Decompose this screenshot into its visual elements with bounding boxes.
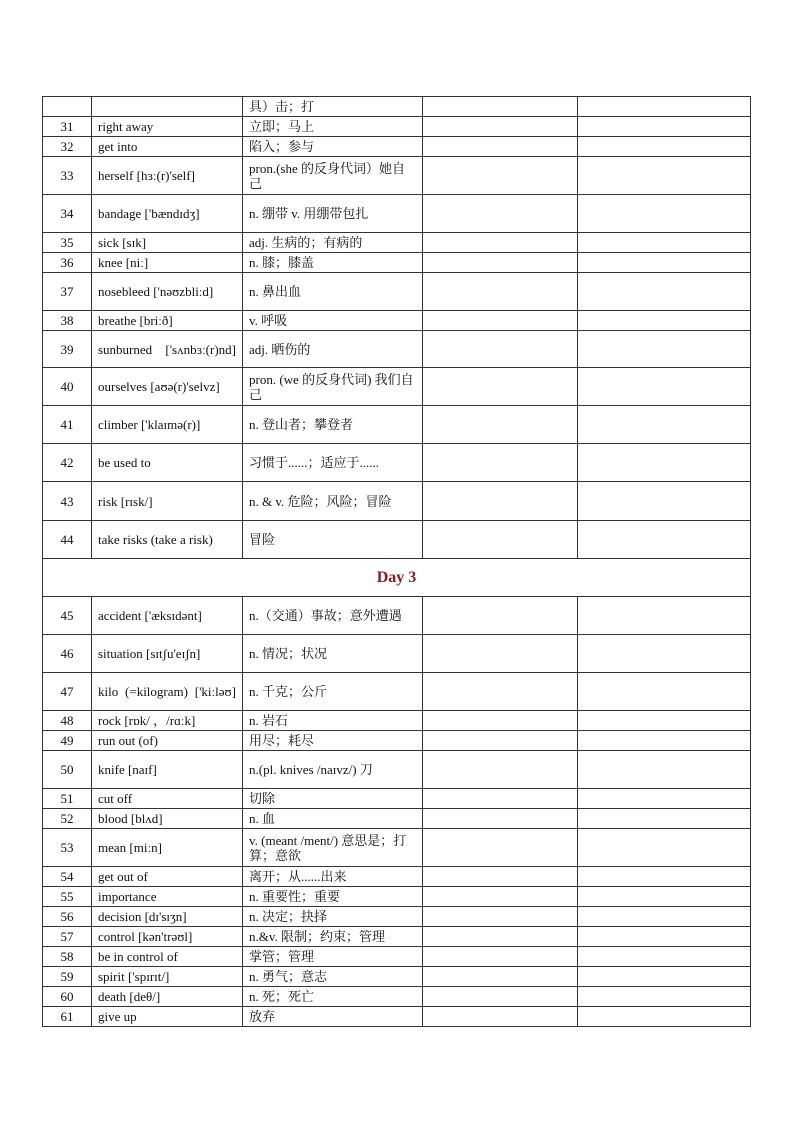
vocabulary-table [42,96,751,1027]
word-cell: knife [naɪf] [92,751,243,789]
blank-cell [578,137,751,157]
row-number: 57 [43,927,92,947]
blank-cell [423,927,578,947]
row-number: 60 [43,987,92,1007]
vocabulary-rows-after-day [43,597,751,1027]
blank-cell [578,482,751,521]
word-cell: risk [rɪsk/] [92,482,243,521]
table-row [43,331,751,368]
blank-cell [423,867,578,887]
meaning-cell: 用尽；耗尽 [243,731,423,751]
meaning-cell: n.(pl. knives /naɪvz/) 刀 [243,751,423,789]
word-cell: breathe [briːð] [92,311,243,331]
blank-cell [578,157,751,195]
blank-cell [423,731,578,751]
blank-cell [423,195,578,233]
vocabulary-rows-before-day [43,117,751,559]
row-number: 35 [43,233,92,253]
meaning-cell: n. 决定；抉择 [243,907,423,927]
blank-cell [578,273,751,311]
blank-cell [578,789,751,809]
blank-cell [423,597,578,635]
table-row [43,907,751,927]
table-row [43,521,751,559]
row-number: 52 [43,809,92,829]
table-row [43,444,751,482]
blank-cell [423,137,578,157]
word-cell: nosebleed ['nəʊzbliːd] [92,273,243,311]
blank-cell [423,809,578,829]
row-number: 59 [43,967,92,987]
word-text: sunburned ['sʌnbɜː(r)nd] [98,341,236,357]
meaning-cell: n. 膝；膝盖 [243,253,423,273]
row-number: 45 [43,597,92,635]
table-row [43,927,751,947]
word-cell: take risks (take a risk) [92,521,243,559]
row-number: 54 [43,867,92,887]
table-row-continuation [43,97,751,117]
row-number: 55 [43,887,92,907]
row-number: 58 [43,947,92,967]
meaning-cell: n. 鼻出血 [243,273,423,311]
blank-cell [578,1007,751,1027]
word-cell: climber ['klaɪmə(r)] [92,406,243,444]
meaning-cell: n. 勇气；意志 [243,967,423,987]
table-row [43,273,751,311]
meaning-cell: n.&v. 限制；约束；管理 [243,927,423,947]
word-cell: mean [miːn] [92,829,243,867]
word-cell: accident ['æksɪdənt] [92,597,243,635]
blank-cell [578,117,751,137]
row-number: 61 [43,1007,92,1027]
meaning-cell: v. (meant /ment/) 意思是；打算；意欲 [243,829,423,867]
row-number: 51 [43,789,92,809]
day-header-section [43,559,751,597]
meaning-cell: 离开；从......出来 [243,867,423,887]
blank-cell [578,331,751,368]
blank-cell [423,751,578,789]
meaning-cell: n. 死；死亡 [243,987,423,1007]
word-cell: bandage ['bændɪdʒ] [92,195,243,233]
meaning-cell: 陷入；参与 [243,137,423,157]
table-row [43,829,751,867]
meaning-cell: n. 岩石 [243,711,423,731]
table-row [43,887,751,907]
word-cell: rock [rɒk/ ，/rɑːk] [92,711,243,731]
meaning-cell: pron.(she 的反身代词）她自己 [243,157,423,195]
blank-cell [578,907,751,927]
blank-cell [578,711,751,731]
word-cell [92,97,243,117]
day-header-row [43,559,751,597]
table-row [43,368,751,406]
row-number: 42 [43,444,92,482]
blank-cell [423,711,578,731]
blank-cell [578,947,751,967]
table-row [43,987,751,1007]
blank-cell [423,253,578,273]
meaning-cell: pron. (we 的反身代词) 我们自己 [243,368,423,406]
table-row [43,731,751,751]
row-number [43,97,92,117]
blank-cell [578,444,751,482]
table-row [43,253,751,273]
blank-cell [423,673,578,711]
blank-cell [423,117,578,137]
meaning-cell: 冒险 [243,521,423,559]
row-number: 31 [43,117,92,137]
word-cell: be in control of [92,947,243,967]
blank-cell [578,406,751,444]
blank-cell [578,233,751,253]
word-cell: control [kən'trəʊl] [92,927,243,947]
blank-cell [423,635,578,673]
word-cell: death [deθ/] [92,987,243,1007]
row-number: 56 [43,907,92,927]
row-number: 38 [43,311,92,331]
table-row [43,711,751,731]
blank-cell [578,195,751,233]
blank-cell [423,482,578,521]
table-row [43,789,751,809]
blank-cell [578,829,751,867]
word-cell: right away [92,117,243,137]
row-number: 46 [43,635,92,673]
meaning-cell: n. 情况；状况 [243,635,423,673]
row-number: 37 [43,273,92,311]
table-row [43,809,751,829]
word-cell: knee [niː] [92,253,243,273]
row-number: 40 [43,368,92,406]
table-row [43,635,751,673]
table-row [43,947,751,967]
word-cell [92,331,243,368]
table-row [43,867,751,887]
meaning-cell: adj. 生病的；有病的 [243,233,423,253]
row-number: 32 [43,137,92,157]
table-row [43,195,751,233]
row-number: 44 [43,521,92,559]
row-number: 34 [43,195,92,233]
word-cell: get into [92,137,243,157]
meaning-cell: 掌管；管理 [243,947,423,967]
table-row [43,967,751,987]
table-row [43,233,751,253]
table-row [43,311,751,331]
meaning-cell: 切除 [243,789,423,809]
word-cell: spirit ['spɪrɪt/] [92,967,243,987]
blank-cell [423,987,578,1007]
blank-cell [578,927,751,947]
blank-cell [423,1007,578,1027]
blank-cell [423,789,578,809]
blank-cell [423,311,578,331]
blank-cell [423,368,578,406]
blank-cell [423,157,578,195]
meaning-cell: n.（交通）事故；意外遭遇 [243,597,423,635]
meaning-cell: n. 重要性；重要 [243,887,423,907]
blank-cell [578,867,751,887]
meaning-cell: 立即；马上 [243,117,423,137]
blank-cell [423,97,578,117]
blank-cell [423,406,578,444]
vocabulary-table-body-top [43,97,751,117]
blank-cell [578,521,751,559]
word-cell: be used to [92,444,243,482]
word-cell: situation [sɪtʃu'eɪʃn] [92,635,243,673]
blank-cell [578,368,751,406]
blank-cell [423,273,578,311]
word-cell: ourselves [aʊə(r)'selvz] [92,368,243,406]
meaning-cell: adj. 晒伤的 [243,331,423,368]
table-row [43,482,751,521]
blank-cell [578,967,751,987]
row-number: 53 [43,829,92,867]
word-cell: blood [blʌd] [92,809,243,829]
meaning-cell: n. 绷带 v. 用绷带包扎 [243,195,423,233]
row-number: 47 [43,673,92,711]
row-number: 49 [43,731,92,751]
word-text: kilo (=kilogram) ['kiːləʊ] [98,684,236,699]
meaning-cell: 具）击；打 [243,97,423,117]
table-row [43,137,751,157]
blank-cell [423,521,578,559]
blank-cell [578,97,751,117]
word-cell: sick [sɪk] [92,233,243,253]
table-row [43,673,751,711]
word-cell: give up [92,1007,243,1027]
table-row [43,117,751,137]
row-number: 39 [43,331,92,368]
blank-cell [578,887,751,907]
row-number: 41 [43,406,92,444]
blank-cell [578,673,751,711]
blank-cell [423,967,578,987]
blank-cell [578,311,751,331]
blank-cell [578,253,751,273]
blank-cell [578,987,751,1007]
blank-cell [578,597,751,635]
word-cell: cut off [92,789,243,809]
word-cell: importance [92,887,243,907]
word-cell: get out of [92,867,243,887]
word-cell: run out (of) [92,731,243,751]
blank-cell [578,635,751,673]
day-header: Day 3 [43,559,751,597]
table-row [43,406,751,444]
word-cell: herself [hɜː(r)'self] [92,157,243,195]
meaning-cell: n. 千克；公斤 [243,673,423,711]
blank-cell [423,444,578,482]
table-row [43,1007,751,1027]
blank-cell [423,887,578,907]
meaning-cell: v. 呼吸 [243,311,423,331]
row-number: 50 [43,751,92,789]
word-cell [92,673,243,711]
meaning-cell: n. 血 [243,809,423,829]
row-number: 48 [43,711,92,731]
word-cell: decision [dɪ'sɪʒn] [92,907,243,927]
blank-cell [423,233,578,253]
meaning-cell: 习惯于......；适应于...... [243,444,423,482]
meaning-cell: 放弃 [243,1007,423,1027]
table-row [43,597,751,635]
row-number: 36 [43,253,92,273]
blank-cell [423,947,578,967]
blank-cell [578,731,751,751]
table-row [43,751,751,789]
meaning-cell: n. 登山者；攀登者 [243,406,423,444]
row-number: 43 [43,482,92,521]
blank-cell [423,331,578,368]
blank-cell [578,809,751,829]
row-number: 33 [43,157,92,195]
blank-cell [423,907,578,927]
table-row [43,157,751,195]
blank-cell [578,751,751,789]
meaning-cell: n. & v. 危险；风险；冒险 [243,482,423,521]
blank-cell [423,829,578,867]
